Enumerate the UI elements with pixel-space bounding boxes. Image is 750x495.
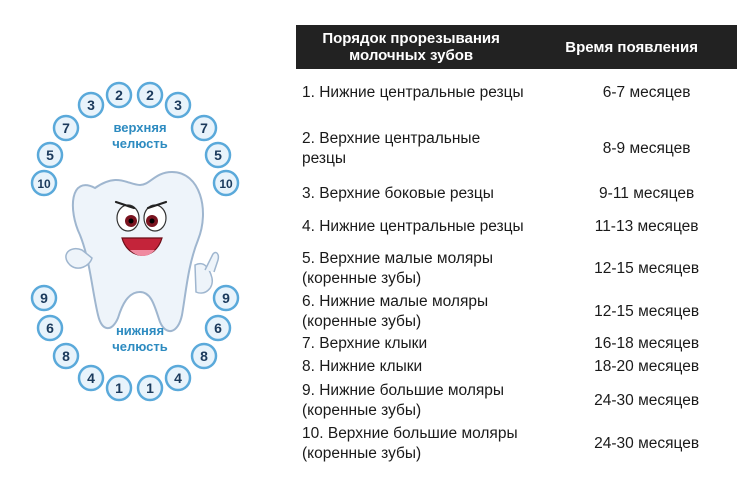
table-row: [296, 333, 737, 355]
upper-tooth-5: [107, 83, 131, 107]
tooth-cell: 6. Нижние малые моляры (коренные зубы): [302, 292, 489, 330]
table-header-row: [296, 25, 737, 69]
upper-tooth-7: [166, 93, 190, 117]
teeth-diagram: [0, 60, 290, 440]
lower-tooth-7: [166, 366, 190, 390]
time-cell: 16-18 месяцев: [594, 335, 700, 352]
tooth-number: 7: [200, 120, 208, 136]
teething-schedule-table: [296, 25, 737, 465]
tooth-cell: 2. Верхние центральные резцы: [302, 130, 481, 167]
table-row: [296, 290, 737, 333]
tooth-number: 7: [62, 120, 70, 136]
tooth-number: 3: [87, 97, 95, 113]
table-row: [296, 207, 737, 247]
lower-tooth-10: [214, 286, 238, 310]
tooth-number: 1: [146, 380, 154, 396]
tooth-number: 6: [46, 320, 54, 336]
upper-tooth-6: [138, 83, 162, 107]
tooth-cell: 9. Нижние большие моляры (коренные зубы): [302, 381, 505, 419]
tooth-number: 2: [146, 87, 154, 103]
time-cell: 12-15 месяцев: [594, 302, 700, 320]
upper-tooth-10: [214, 171, 238, 195]
header-order: Порядок прорезывания молочных зубов: [296, 25, 526, 69]
table-row: [296, 422, 737, 465]
time-cell: 9-11 месяцев: [599, 185, 695, 202]
lower-tooth-2: [38, 316, 62, 340]
tooth-number: 8: [62, 348, 70, 364]
tooth-cell: 1. Нижние центральные резцы: [302, 84, 524, 101]
table-row: [296, 355, 737, 379]
upper-tooth-1: [32, 171, 56, 195]
upper-tooth-8: [192, 116, 216, 140]
tooth-number: 6: [214, 320, 222, 336]
table-row: [296, 379, 737, 422]
upper-tooth-4: [79, 93, 103, 117]
time-cell: 11-13 месяцев: [594, 218, 699, 235]
upper-tooth-3: [54, 116, 78, 140]
tooth-number: 2: [115, 87, 123, 103]
lower-tooth-4: [79, 366, 103, 390]
time-cell: 12-15 месяцев: [594, 259, 700, 277]
tooth-cell: 4. Нижние центральные резцы: [302, 218, 524, 235]
tooth-number: 9: [40, 290, 48, 306]
lower-tooth-3: [54, 344, 78, 368]
tooth-number: 10: [219, 177, 233, 191]
tooth-cell: 8. Нижние клыки: [302, 358, 423, 375]
tooth-cell: 3. Верхние боковые резцы: [302, 185, 494, 202]
header-time: Время появления: [526, 25, 737, 69]
table-row: [296, 181, 737, 207]
time-cell: 8-9 месяцев: [602, 140, 691, 157]
time-cell: 24-30 месяцев: [594, 391, 700, 409]
tooth-number: 10: [37, 177, 51, 191]
upper-jaw-label-line1: верхняя: [113, 120, 167, 135]
lower-jaw-label-line2: челюсть: [112, 339, 168, 354]
tooth-number: 4: [87, 370, 95, 386]
upper-tooth-9: [206, 143, 230, 167]
tooth-mascot: [66, 172, 218, 331]
table-row: [296, 117, 737, 181]
lower-tooth-6: [138, 376, 162, 400]
tooth-number: 5: [214, 147, 222, 163]
tooth-number: 3: [174, 97, 182, 113]
tooth-number: 8: [200, 348, 208, 364]
lower-tooth-9: [206, 316, 230, 340]
table-row: [296, 69, 737, 117]
lower-tooth-8: [192, 344, 216, 368]
time-cell: 18-20 месяцев: [594, 358, 700, 375]
tooth-number: 9: [222, 290, 230, 306]
time-cell: 6-7 месяцев: [602, 84, 691, 101]
tooth-number: 4: [174, 370, 182, 386]
tooth-cell: 5. Верхние малые моляры (коренные зубы): [302, 249, 494, 287]
lower-tooth-1: [32, 286, 56, 310]
upper-tooth-2: [38, 143, 62, 167]
tooth-number: 5: [46, 147, 54, 163]
lower-jaw-label-line1: нижняя: [115, 323, 165, 338]
tooth-cell: 7. Верхние клыки: [302, 335, 428, 352]
upper-jaw-label-line2: челюсть: [112, 136, 168, 151]
tooth-cell: 10. Верхние большие моляры (коренные зубы): [302, 424, 518, 462]
table-row: [296, 247, 737, 290]
time-cell: 24-30 месяцев: [594, 434, 700, 452]
lower-tooth-5: [107, 376, 131, 400]
tooth-number: 1: [115, 380, 123, 396]
teeth-diagram-svg: [0, 60, 290, 440]
